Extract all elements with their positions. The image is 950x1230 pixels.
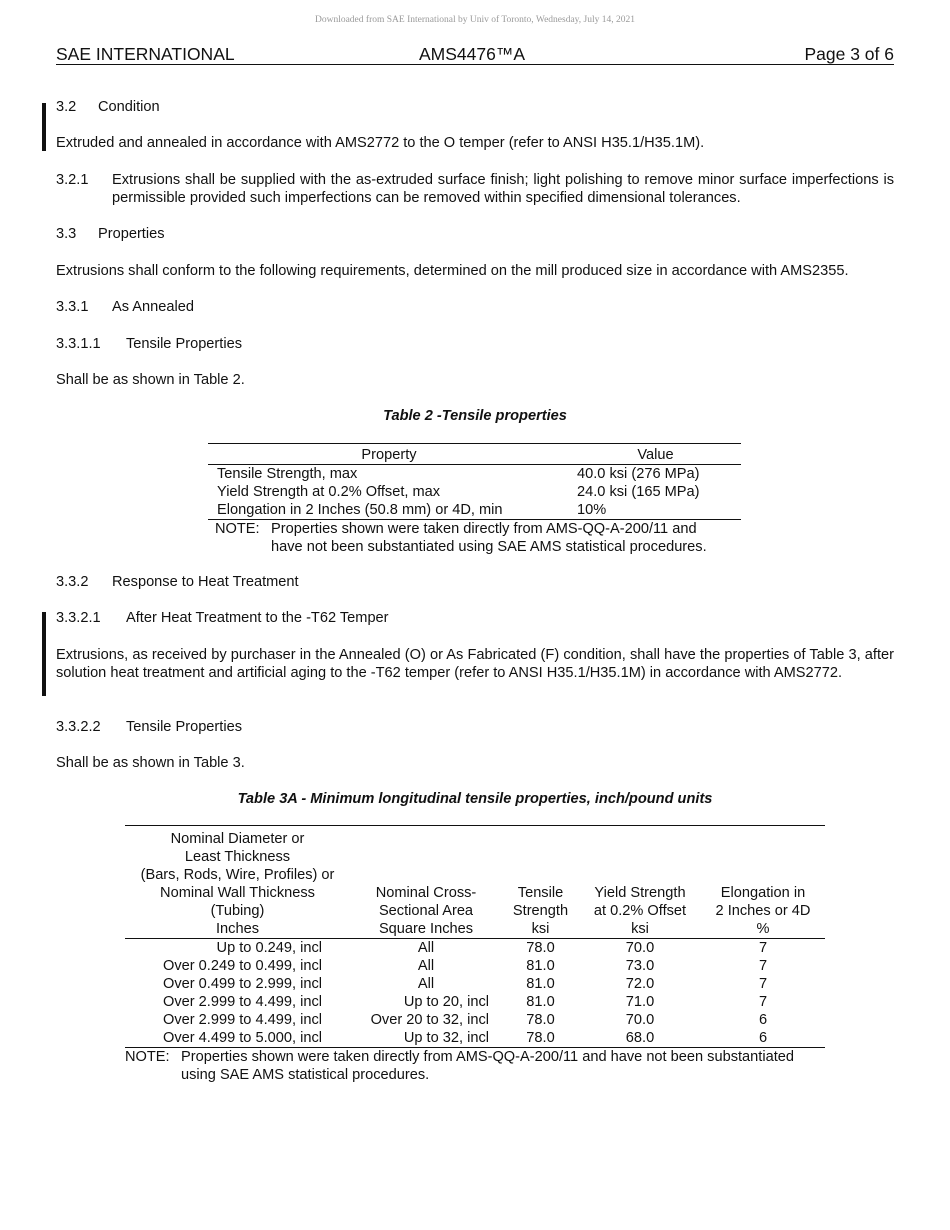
table-note [125, 1048, 825, 1085]
section-3-3-1-heading [56, 298, 894, 316]
table-cell: 7 [758, 994, 768, 1010]
section-number: 3.3.2 [56, 574, 89, 590]
note-line: using SAE AMS statistical procedures. [181, 1067, 430, 1083]
table-row [125, 939, 825, 958]
section-3-3-2-1-text: Extrusions, as received by purchaser in the Annealed (O) or As Fabricated (F) condition, shall have the properties of Table 3, after solution heat treatment and artificial aging to the -T62 temper (refer to ANSI H35.1/H35.1M) in accordance with AMS2772. [56, 647, 894, 681]
section-number: 3.3.2.2 [56, 719, 101, 735]
section-3-2-heading [56, 98, 894, 116]
table-2-caption: Table 2 -Tensile properties [383, 408, 567, 424]
table-cell: All [417, 976, 435, 992]
table-3a [125, 825, 825, 1084]
table-cell: 78.0 [526, 1012, 555, 1028]
section-3-3-heading [56, 225, 894, 243]
table-cell: 81.0 [526, 994, 555, 1010]
table-cell: 73.0 [625, 958, 655, 974]
table-header: Elongation in 2 Inches or 4D % [701, 826, 825, 939]
section-text: Extrusions shall be supplied with the as-extruded surface finish; light polishing to remove minor surface imperfections is permissible provided such imperfections can be removed within specified dimensional tolerances. [112, 172, 894, 206]
table-row [208, 483, 741, 501]
section-3-3-2-2-heading [56, 718, 894, 736]
table-header: Tensile Strength ksi [502, 826, 579, 939]
table-cell: Over 0.249 to 0.499, incl [162, 958, 322, 974]
table-note [208, 520, 741, 557]
note-label: NOTE: [215, 521, 260, 537]
table-header: Yield Strength at 0.2% Offset ksi [579, 826, 701, 939]
revision-bar [42, 612, 46, 696]
table-row [125, 993, 825, 1011]
table-cell: 78.0 [526, 940, 555, 956]
table-cell: 40.0 ksi (276 MPa) [577, 466, 700, 482]
table-cell: 10% [577, 502, 607, 518]
table-row [125, 1011, 825, 1029]
table-cell: 68.0 [625, 1030, 655, 1046]
section-3-3-1-1-heading [56, 335, 894, 353]
note-line: Properties shown were taken directly from AMS-QQ-A-200/11 and [271, 521, 697, 537]
table-cell: 24.0 ksi (165 MPa) [577, 484, 700, 500]
table-row [125, 957, 825, 975]
table-cell: Tensile Strength, max [217, 466, 358, 482]
table-cell: 71.0 [625, 994, 655, 1010]
section-3-3-1-1-text: Shall be as shown in Table 2. [56, 372, 245, 388]
table-row [125, 1029, 825, 1048]
section-number: 3.3.1.1 [56, 336, 101, 352]
section-3-3-text: Extrusions shall conform to the following requirements, determined on the mill produced size in accordance with AMS2355. [56, 263, 849, 279]
table-cell: Up to 32, incl [403, 1030, 489, 1046]
table-cell: Over 2.999 to 4.499, incl [162, 1012, 322, 1028]
table-2 [208, 443, 741, 556]
table-header: Nominal Cross- Sectional Area Square Inches [350, 826, 502, 939]
section-3-3-2-2-text: Shall be as shown in Table 3. [56, 755, 245, 771]
section-title: Properties [98, 226, 165, 242]
section-number: 3.2 [56, 99, 77, 115]
table-cell: Up to 20, incl [403, 994, 489, 1010]
table-cell: 70.0 [625, 940, 655, 956]
section-title: Tensile Properties [126, 719, 242, 735]
table-cell: 81.0 [526, 976, 555, 992]
section-3-3-2-heading [56, 573, 894, 591]
section-number: 3.3.1 [56, 299, 89, 315]
table-cell: Elongation in 2 Inches (50.8 mm) or 4D, min [217, 502, 503, 518]
section-title: As Annealed [112, 299, 194, 315]
table-cell: Over 4.499 to 5.000, incl [162, 1030, 322, 1046]
table-cell: 70.0 [625, 1012, 655, 1028]
table-header: Nominal Diameter or Least Thickness (Bars, Rods, Wire, Profiles) or Nominal Wall Thickness (Tubing) Inches [125, 826, 350, 939]
table-cell: Up to 0.249, incl [216, 940, 322, 956]
table-cell: 72.0 [625, 976, 655, 992]
table-cell: 7 [758, 940, 768, 956]
page-header [56, 44, 894, 65]
section-title: Response to Heat Treatment [112, 574, 299, 590]
download-watermark: Downloaded from SAE International by Univ of Toronto, Wednesday, July 14, 2021 [314, 15, 636, 25]
section-3-3-2-1-heading [56, 609, 894, 627]
table-cell: All [417, 958, 435, 974]
section-3-2-text: Extruded and annealed in accordance with AMS2772 to the O temper (refer to ANSI H35.1/H35.1M). [56, 135, 705, 151]
table-cell: Over 2.999 to 4.499, incl [162, 994, 322, 1010]
note-line: have not been substantiated using SAE AMS statistical procedures. [271, 539, 707, 555]
header-page-number: Page 3 of 6 [804, 44, 894, 64]
section-title: After Heat Treatment to the -T62 Temper [126, 610, 389, 626]
table-row [208, 465, 741, 484]
table-cell: 81.0 [526, 958, 555, 974]
header-org: SAE INTERNATIONAL [56, 44, 235, 64]
section-title: Condition [98, 99, 160, 115]
table-cell: 7 [758, 976, 768, 992]
header-doc-number: AMS4476™A [419, 44, 526, 64]
table-cell: Over 0.499 to 2.999, incl [162, 976, 322, 992]
table-cell: 78.0 [526, 1030, 555, 1046]
note-label: NOTE: [125, 1049, 170, 1065]
table-row [125, 975, 825, 993]
table-cell: 7 [758, 958, 768, 974]
table-cell: All [417, 940, 435, 956]
section-number: 3.3 [56, 226, 77, 242]
table-cell: Yield Strength at 0.2% Offset, max [217, 484, 441, 500]
section-3-2-1 [56, 171, 894, 207]
table-header: Value [570, 444, 741, 465]
note-line: Properties shown were taken directly from AMS-QQ-A-200/11 and have not been substantiated [181, 1049, 794, 1065]
table-cell: 6 [758, 1030, 768, 1046]
table-3a-caption: Table 3A - Minimum longitudinal tensile properties, inch/pound units [237, 791, 713, 807]
table-cell: Over 20 to 32, incl [370, 1012, 489, 1028]
section-title: Tensile Properties [126, 336, 242, 352]
section-number: 3.2.1 [56, 172, 89, 188]
table-cell: 6 [758, 1012, 768, 1028]
table-row [208, 501, 741, 520]
revision-bar [42, 103, 46, 151]
section-number: 3.3.2.1 [56, 610, 101, 626]
table-header: Property [208, 444, 570, 465]
